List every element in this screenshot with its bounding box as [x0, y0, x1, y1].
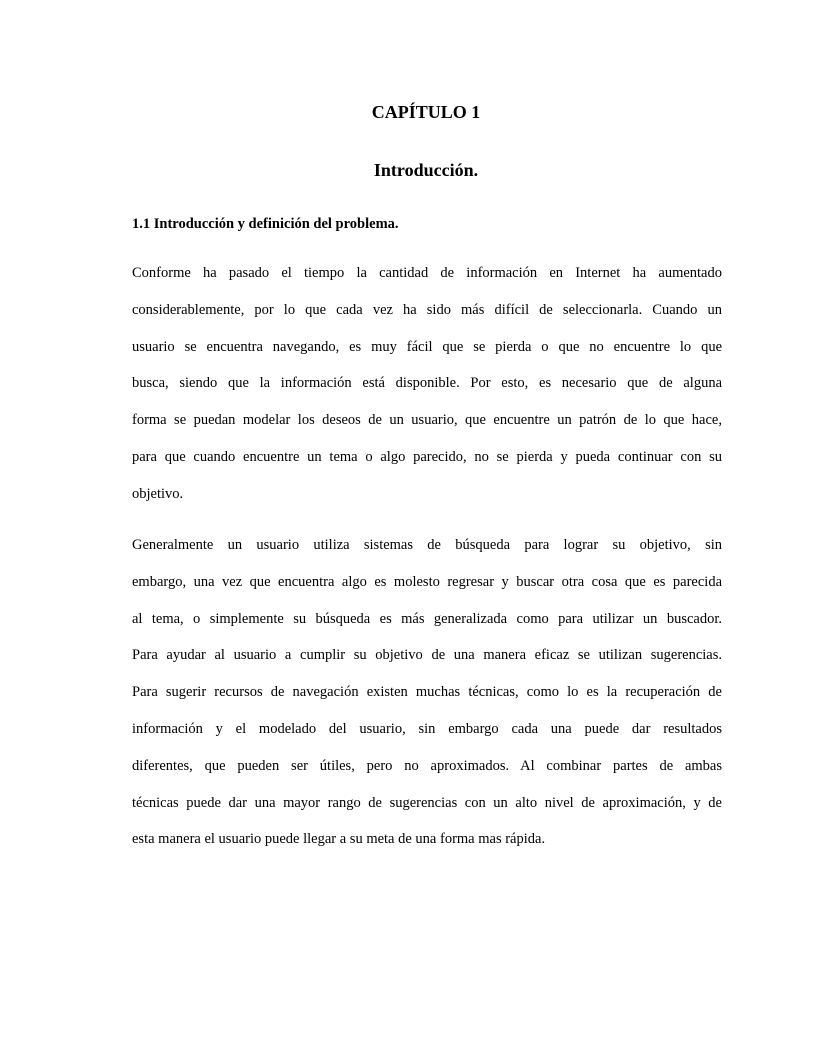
paragraph-line: objetivo. — [132, 485, 184, 502]
paragraph-line: usuario se encuentra navegando, es muy fácil que se pierda o que no encuentre lo que — [132, 338, 722, 355]
paragraph-line: forma se puedan modelar los deseos de un usuario, que encuentre un patrón de lo que hace, — [132, 412, 722, 429]
paragraph-line: al tema, o simplemente su búsqueda es más generalizada como para utilizar un buscador. — [132, 610, 722, 627]
paragraph-line: diferentes, que pueden ser útiles, pero no aproximados. Al combinar partes de ambas — [132, 757, 722, 774]
paragraph-line: Para ayudar al usuario a cumplir su objetivo de una manera eficaz se utilizan sugerencias. — [132, 647, 722, 664]
paragraph-line: Generalmente un usuario utiliza sistemas de búsqueda para lograr su objetivo, sin — [132, 537, 722, 553]
paragraph-line: técnicas puede dar una mayor rango de sugerencias con un alto nivel de aproximación, y de — [132, 794, 722, 811]
paragraph-line: Para sugerir recursos de navegación existen muchas técnicas, como lo es la recuperación de — [132, 684, 722, 701]
section-heading: 1.1 Introducción y definición del problema. — [132, 216, 399, 232]
paragraph-line: información y el modelado del usuario, sin embargo cada una puede dar resultados — [132, 720, 722, 737]
paragraph-line: considerablemente, por lo que cada vez ha sido más difícil de seleccionarla. Cuando un — [132, 301, 722, 318]
paragraph-line: embargo, una vez que encuentra algo es molesto regresar y buscar otra cosa que es parecida — [132, 573, 722, 590]
paragraph-line: busca, siendo que la información está disponible. Por esto, es necesario que de alguna — [132, 375, 722, 392]
chapter-title: Introducción. — [373, 160, 479, 180]
paragraph-2 — [132, 527, 722, 858]
paragraph-line: Conforme ha pasado el tiempo la cantidad de información en Internet ha aumentado — [132, 265, 722, 281]
paragraph-1 — [132, 255, 722, 513]
paragraph-line: esta manera el usuario puede llegar a su meta de una forma mas rápida. — [132, 831, 546, 848]
chapter-label: CAPÍTULO 1 — [371, 102, 481, 122]
paragraph-line: para que cuando encuentre un tema o algo parecido, no se pierda y pueda continuar con su — [132, 448, 722, 465]
